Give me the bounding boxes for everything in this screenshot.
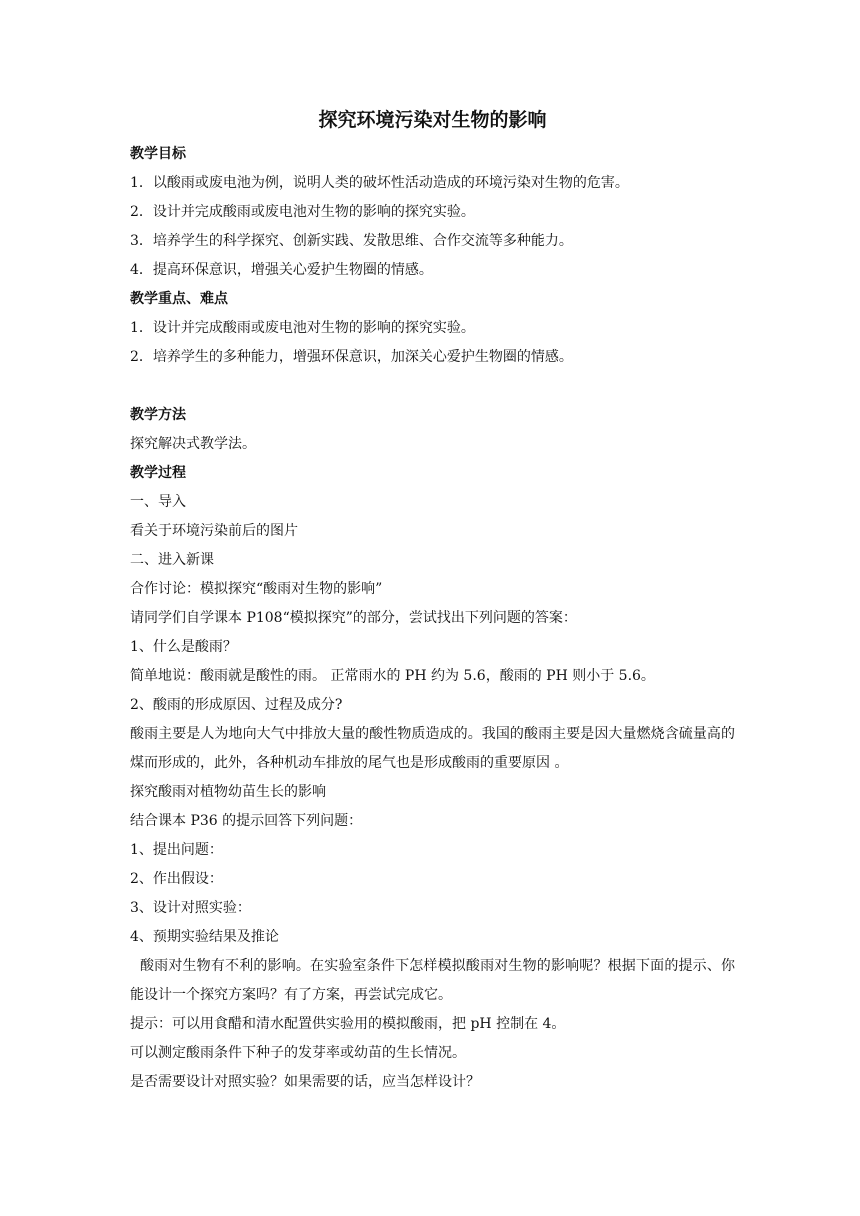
section-heading-key-points: 教学重点、难点 bbox=[130, 291, 228, 307]
process-line: 合作讨论：模拟探究“酸雨对生物的影响” bbox=[130, 581, 383, 597]
section-heading-method: 教学方法 bbox=[130, 407, 186, 423]
process-line: 探究酸雨对植物幼苗生长的影响 bbox=[130, 784, 326, 800]
objective-item: 3．培养学生的科学探究、创新实践、发散思维、合作交流等多种能力。 bbox=[130, 233, 573, 249]
hint-line: 是否需要设计对照实验？如果需要的话，应当怎样设计？ bbox=[130, 1074, 480, 1090]
process-line: 简单地说：酸雨就是酸性的雨。 正常雨水的 PH 约为 5.6，酸雨的 PH 则小于 5.6。 bbox=[130, 668, 655, 684]
process-line: 2、作出假设： bbox=[130, 871, 223, 887]
process-line: 一、导入 bbox=[130, 494, 186, 510]
process-line: 请同学们自学课本 P108“模拟探究”的部分，尝试找出下列问题的答案： bbox=[130, 610, 577, 626]
acid-rain-harm-paragraph: 酸雨对生物有不利的影响。在实验室条件下怎样模拟酸雨对生物的影响呢？根据下面的提示、你能设计一个探究方案吗？有了方案，再尝试完成它。 bbox=[130, 958, 735, 1003]
blank-line bbox=[130, 372, 735, 401]
key-point-item: 2．培养学生的多种能力，增强环保意识，加深关心爱护生物圈的情感。 bbox=[130, 349, 573, 365]
method-text: 探究解决式教学法。 bbox=[130, 436, 256, 452]
document-body bbox=[130, 104, 735, 1097]
process-line: 3、设计对照实验： bbox=[130, 900, 251, 916]
hint-line: 提示：可以用食醋和清水配置供实验用的模拟酸雨，把 pH 控制在 4。 bbox=[130, 1016, 566, 1032]
section-heading-process: 教学过程 bbox=[130, 465, 186, 481]
acid-rain-cause-paragraph: 酸雨主要是人为地向大气中排放大量的酸性物质造成的。我国的酸雨主要是因大量燃烧含硫量高的煤而形成的，此外，各种机动车排放的尾气也是形成酸雨的重要原因 。 bbox=[130, 726, 735, 771]
process-line: 1、什么是酸雨？ bbox=[130, 639, 237, 655]
objective-item: 1．以酸雨或废电池为例，说明人类的破坏性活动造成的环境污染对生物的危害。 bbox=[130, 175, 629, 191]
objective-item: 2．设计并完成酸雨或废电池对生物的影响的探究实验。 bbox=[130, 204, 475, 220]
process-line: 二、进入新课 bbox=[130, 552, 214, 568]
process-line: 结合课本 P36 的提示回答下列问题： bbox=[130, 813, 363, 829]
process-line: 看关于环境污染前后的图片 bbox=[130, 523, 298, 539]
process-line: 2、酸雨的形成原因、过程及成分? bbox=[130, 697, 343, 713]
process-line: 4、预期实验结果及推论 bbox=[130, 929, 279, 945]
hint-line: 可以测定酸雨条件下种子的发芽率或幼苗的生长情况。 bbox=[130, 1045, 466, 1061]
page-title: 探究环境污染对生物的影响 bbox=[318, 109, 547, 131]
key-point-item: 1．设计并完成酸雨或废电池对生物的影响的探究实验。 bbox=[130, 320, 475, 336]
process-line: 1、提出问题： bbox=[130, 842, 223, 858]
objective-item: 4．提高环保意识，增强关心爱护生物圈的情感。 bbox=[130, 262, 433, 278]
section-heading-objectives: 教学目标 bbox=[130, 146, 186, 162]
